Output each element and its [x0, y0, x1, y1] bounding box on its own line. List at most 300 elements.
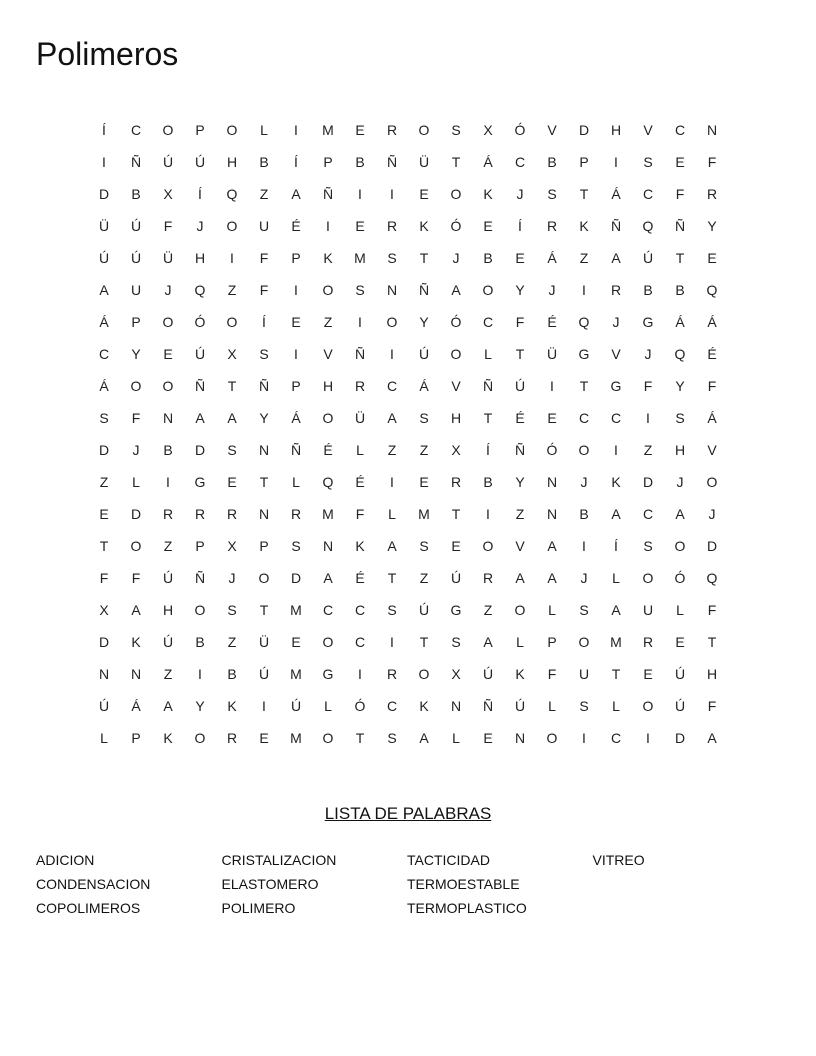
grid-letter: S — [643, 538, 653, 554]
grid-letter: Á — [99, 314, 109, 330]
grid-letter: O — [162, 378, 174, 394]
grid-letter: R — [226, 506, 238, 522]
grid-letter: P — [131, 730, 141, 746]
grid-letter: I — [262, 698, 266, 714]
grid-letter: K — [227, 698, 237, 714]
grid-letter: K — [419, 218, 429, 234]
grid-letter: S — [451, 122, 461, 138]
grid-letter: B — [547, 154, 557, 170]
grid-letter: U — [642, 602, 654, 618]
grid-letter: T — [227, 378, 237, 394]
grid-letter: X — [99, 602, 109, 618]
grid-letter: P — [259, 538, 269, 554]
grid-letter: O — [194, 602, 206, 618]
grid-letter: C — [386, 698, 398, 714]
grid-letter: M — [354, 250, 366, 266]
grid-letter: Á — [707, 314, 717, 330]
grid-letter: O — [322, 282, 334, 298]
grid-letter: E — [419, 474, 429, 490]
grid-letter: X — [163, 186, 173, 202]
grid-letter: L — [324, 698, 332, 714]
grid-letter: S — [291, 538, 301, 554]
grid-letter: M — [290, 602, 302, 618]
grid-letter: B — [579, 506, 589, 522]
word-list-item: ELASTOMERO — [221, 876, 319, 892]
grid-letter: X — [227, 538, 237, 554]
grid-letter: Á — [707, 410, 717, 426]
grid-letter: O — [578, 634, 590, 650]
grid-letter: H — [706, 666, 718, 682]
grid-letter: O — [482, 538, 494, 554]
grid-letter: E — [291, 634, 301, 650]
grid-letter: Ú — [98, 250, 110, 266]
grid-letter: É — [291, 218, 301, 234]
grid-letter: Q — [674, 346, 686, 362]
grid-letter: I — [294, 346, 298, 362]
grid-letter: A — [611, 602, 621, 618]
grid-letter: L — [548, 602, 556, 618]
grid-letter: A — [611, 506, 621, 522]
grid-letter: E — [355, 122, 365, 138]
grid-letter: R — [194, 506, 206, 522]
grid-letter: Ú — [162, 634, 174, 650]
grid-letter: Z — [515, 506, 525, 522]
grid-letter: D — [642, 474, 654, 490]
grid-letter: F — [259, 282, 269, 298]
grid-letter: S — [547, 186, 557, 202]
grid-letter: R — [610, 282, 622, 298]
grid-letter: Y — [675, 378, 685, 394]
grid-letter: G — [642, 314, 654, 330]
grid-letter: C — [610, 410, 622, 426]
grid-letter: E — [483, 730, 493, 746]
grid-letter: H — [194, 250, 206, 266]
grid-letter: C — [578, 410, 590, 426]
grid-letter: Ñ — [418, 282, 430, 298]
grid-letter: B — [483, 250, 493, 266]
grid-letter: S — [419, 538, 429, 554]
grid-letter: Ú — [642, 250, 654, 266]
grid-letter: J — [612, 314, 620, 330]
grid-letter: L — [292, 474, 300, 490]
grid-letter: Ó — [354, 698, 366, 714]
grid-letter: O — [706, 474, 718, 490]
grid-letter: M — [322, 122, 334, 138]
grid-letter: K — [163, 730, 173, 746]
grid-letter: D — [98, 186, 110, 202]
grid-letter: I — [582, 730, 586, 746]
grid-letter: Z — [163, 666, 173, 682]
grid-letter: X — [451, 666, 461, 682]
grid-letter: R — [546, 218, 558, 234]
grid-letter: Ñ — [354, 346, 366, 362]
grid-letter: Ú — [130, 218, 142, 234]
grid-letter: Ó — [546, 442, 558, 458]
grid-letter: F — [131, 410, 141, 426]
grid-letter: O — [322, 634, 334, 650]
grid-letter: F — [99, 570, 109, 586]
grid-letter: Ü — [98, 218, 110, 234]
grid-letter: I — [102, 154, 106, 170]
grid-letter: D — [674, 730, 686, 746]
grid-letter: R — [354, 378, 366, 394]
grid-letter: E — [643, 666, 653, 682]
grid-letter: Q — [194, 282, 206, 298]
grid-letter: S — [387, 730, 397, 746]
grid-letter: Z — [227, 634, 237, 650]
grid-letter: É — [355, 474, 365, 490]
grid-letter: L — [548, 698, 556, 714]
grid-letter: X — [227, 346, 237, 362]
grid-letter: I — [294, 282, 298, 298]
grid-letter: S — [451, 634, 461, 650]
grid-letter: A — [611, 250, 621, 266]
grid-letter: R — [290, 506, 302, 522]
grid-letter: T — [451, 154, 461, 170]
grid-letter: F — [707, 378, 717, 394]
word-list — [36, 850, 778, 922]
grid-letter: V — [515, 538, 525, 554]
grid-letter: E — [707, 250, 717, 266]
grid-letter: A — [99, 282, 109, 298]
grid-letter: P — [195, 122, 205, 138]
grid-letter: A — [227, 410, 237, 426]
grid-letter: P — [291, 378, 301, 394]
grid-letter: T — [259, 602, 269, 618]
grid-letter: G — [194, 474, 206, 490]
grid-letter: S — [643, 154, 653, 170]
grid-letter: N — [98, 666, 110, 682]
grid-letter: A — [387, 538, 397, 554]
grid-letter: C — [642, 506, 654, 522]
grid-letter: A — [323, 570, 333, 586]
grid-letter: C — [130, 122, 142, 138]
word-list-item: VITREO — [592, 852, 645, 868]
grid-letter: Ú — [418, 602, 430, 618]
grid-letter: A — [291, 186, 301, 202]
grid-letter: Ú — [482, 666, 494, 682]
grid-letter: I — [326, 218, 330, 234]
grid-letter: A — [419, 730, 429, 746]
grid-letter: H — [226, 154, 238, 170]
grid-letter: O — [258, 570, 270, 586]
grid-letter: C — [674, 122, 686, 138]
grid-letter: J — [708, 506, 716, 522]
grid-letter: Ü — [418, 154, 430, 170]
grid-letter: F — [163, 218, 173, 234]
grid-letter: Ó — [194, 314, 206, 330]
grid-letter: Q — [642, 218, 654, 234]
grid-letter: Í — [518, 218, 522, 234]
grid-letter: Á — [675, 314, 685, 330]
grid-letter: Ú — [674, 666, 686, 682]
grid-letter: S — [259, 346, 269, 362]
grid-letter: J — [132, 442, 140, 458]
grid-letter: T — [419, 250, 429, 266]
grid-letter: I — [582, 282, 586, 298]
grid-letter: Y — [419, 314, 429, 330]
grid-letter: I — [230, 250, 234, 266]
grid-letter: V — [451, 378, 461, 394]
grid-letter: É — [323, 442, 333, 458]
grid-letter: Ñ — [386, 154, 398, 170]
grid-letter: O — [162, 314, 174, 330]
grid-letter: Á — [131, 698, 141, 714]
grid-letter: B — [131, 186, 141, 202]
grid-letter: K — [579, 218, 589, 234]
grid-letter: J — [452, 250, 460, 266]
grid-letter: I — [358, 314, 362, 330]
grid-letter: Ñ — [290, 442, 302, 458]
grid-letter: O — [546, 730, 558, 746]
grid-letter: I — [646, 730, 650, 746]
grid-letter: P — [195, 538, 205, 554]
grid-letter: O — [194, 730, 206, 746]
grid-letter: E — [291, 314, 301, 330]
word-list-item: ADICION — [36, 852, 95, 868]
grid-letter: T — [675, 250, 685, 266]
grid-letter: O — [450, 346, 462, 362]
grid-letter: P — [579, 154, 589, 170]
grid-letter: K — [483, 186, 493, 202]
grid-letter: É — [355, 570, 365, 586]
grid-letter: I — [198, 666, 202, 682]
grid-letter: R — [642, 634, 654, 650]
grid-letter: Á — [291, 410, 301, 426]
grid-letter: Y — [259, 410, 269, 426]
grid-letter: Ñ — [514, 442, 526, 458]
grid-letter: Ú — [674, 698, 686, 714]
grid-letter: K — [355, 538, 365, 554]
grid-letter: J — [196, 218, 204, 234]
grid-letter: B — [675, 282, 685, 298]
grid-letter: B — [195, 634, 205, 650]
grid-letter: V — [707, 442, 717, 458]
grid-letter: N — [258, 442, 270, 458]
grid-letter: Ó — [450, 218, 462, 234]
grid-letter: B — [227, 666, 237, 682]
grid-letter: I — [358, 666, 362, 682]
grid-letter: I — [390, 186, 394, 202]
grid-letter: I — [646, 410, 650, 426]
word-list-item: TERMOESTABLE — [407, 876, 520, 892]
grid-letter: O — [226, 122, 238, 138]
grid-letter: G — [450, 602, 462, 618]
grid-letter: Ú — [162, 154, 174, 170]
grid-letter: Í — [486, 442, 490, 458]
grid-letter: É — [515, 410, 525, 426]
grid-letter: L — [612, 570, 620, 586]
word-list-item: TERMOPLASTICO — [407, 900, 527, 916]
grid-letter: L — [356, 442, 364, 458]
grid-letter: O — [514, 602, 526, 618]
grid-letter: L — [132, 474, 140, 490]
grid-letter: Q — [706, 282, 718, 298]
grid-letter: J — [516, 186, 524, 202]
grid-letter: A — [451, 282, 461, 298]
grid-letter: J — [644, 346, 652, 362]
grid-letter: L — [484, 346, 492, 362]
grid-letter: O — [162, 122, 174, 138]
grid-letter: Á — [547, 250, 557, 266]
grid-letter: R — [386, 218, 398, 234]
grid-letter: I — [614, 442, 618, 458]
grid-letter: B — [259, 154, 269, 170]
grid-letter: F — [259, 250, 269, 266]
grid-letter: Y — [515, 474, 525, 490]
grid-letter: D — [98, 634, 110, 650]
grid-letter: E — [483, 218, 493, 234]
grid-letter: Z — [483, 602, 493, 618]
grid-letter: L — [388, 506, 396, 522]
grid-letter: D — [194, 442, 206, 458]
grid-letter: D — [98, 442, 110, 458]
grid-letter: V — [547, 122, 557, 138]
grid-letter: S — [579, 602, 589, 618]
grid-letter: F — [131, 570, 141, 586]
grid-letter: Ú — [514, 698, 526, 714]
grid-letter: Z — [227, 282, 237, 298]
word-list-item: POLIMERO — [221, 900, 296, 916]
grid-letter: M — [290, 730, 302, 746]
grid-letter: D — [706, 538, 718, 554]
grid-letter: Ú — [258, 666, 270, 682]
grid-letter: Ñ — [482, 698, 494, 714]
grid-letter: R — [162, 506, 174, 522]
grid-letter: K — [131, 634, 141, 650]
grid-letter: L — [612, 698, 620, 714]
grid-letter: Z — [163, 538, 173, 554]
grid-letter: O — [674, 538, 686, 554]
grid-letter: O — [130, 378, 142, 394]
grid-letter: Í — [102, 122, 106, 138]
grid-letter: V — [323, 346, 333, 362]
grid-letter: I — [166, 474, 170, 490]
grid-letter: N — [130, 666, 142, 682]
word-list-item: COPOLIMEROS — [36, 900, 141, 916]
grid-letter: S — [227, 442, 237, 458]
grid-letter: Ú — [162, 570, 174, 586]
grid-letter: Z — [579, 250, 589, 266]
grid-letter: Y — [707, 218, 717, 234]
grid-letter: I — [390, 634, 394, 650]
grid-letter: C — [354, 634, 366, 650]
letter-grid — [88, 114, 728, 754]
grid-letter: Ú — [290, 698, 302, 714]
grid-letter: Ü — [546, 346, 558, 362]
grid-letter: D — [130, 506, 142, 522]
grid-letter: P — [323, 154, 333, 170]
grid-letter: O — [322, 730, 334, 746]
grid-letter: Í — [294, 154, 298, 170]
grid-letter: X — [483, 122, 493, 138]
grid-letter: E — [99, 506, 109, 522]
grid-letter: Ó — [450, 314, 462, 330]
grid-letter: U — [130, 282, 142, 298]
grid-letter: S — [387, 250, 397, 266]
grid-letter: F — [547, 666, 557, 682]
grid-letter: E — [675, 634, 685, 650]
grid-letter: C — [386, 378, 398, 394]
grid-letter: A — [483, 634, 493, 650]
grid-letter: R — [226, 730, 238, 746]
grid-letter: A — [675, 506, 685, 522]
grid-letter: S — [227, 602, 237, 618]
grid-letter: O — [642, 570, 654, 586]
grid-letter: O — [322, 410, 334, 426]
grid-letter: A — [547, 538, 557, 554]
grid-letter: F — [707, 698, 717, 714]
grid-letter: Á — [419, 378, 429, 394]
grid-letter: H — [610, 122, 622, 138]
grid-letter: D — [578, 122, 590, 138]
grid-letter: F — [707, 154, 717, 170]
grid-letter: P — [131, 314, 141, 330]
grid-letter: J — [164, 282, 172, 298]
grid-letter: L — [676, 602, 684, 618]
grid-letter: F — [707, 602, 717, 618]
grid-letter: T — [515, 346, 525, 362]
grid-letter: J — [228, 570, 236, 586]
grid-letter: N — [322, 538, 334, 554]
grid-letter: Z — [419, 570, 429, 586]
grid-letter: O — [450, 186, 462, 202]
grid-letter: T — [451, 506, 461, 522]
grid-letter: T — [579, 186, 589, 202]
grid-letter: V — [643, 122, 653, 138]
grid-letter: R — [386, 122, 398, 138]
grid-letter: Ó — [674, 570, 686, 586]
grid-letter: H — [162, 602, 174, 618]
grid-letter: H — [674, 442, 686, 458]
grid-letter: A — [195, 410, 205, 426]
grid-letter: Z — [323, 314, 333, 330]
grid-letter: T — [579, 378, 589, 394]
grid-letter: Ñ — [130, 154, 142, 170]
word-list-item: CONDENSACION — [36, 876, 151, 892]
grid-letter: R — [706, 186, 718, 202]
word-list-title: LISTA DE PALABRAS — [324, 804, 492, 823]
grid-letter: K — [611, 474, 621, 490]
grid-letter: J — [580, 474, 588, 490]
grid-letter: O — [226, 314, 238, 330]
grid-letter: Ñ — [194, 570, 206, 586]
grid-letter: C — [610, 730, 622, 746]
grid-letter: O — [642, 698, 654, 714]
grid-letter: B — [483, 474, 493, 490]
grid-letter: Ú — [130, 250, 142, 266]
grid-letter: X — [451, 442, 461, 458]
grid-letter: M — [322, 506, 334, 522]
grid-letter: T — [611, 666, 621, 682]
grid-letter: M — [610, 634, 622, 650]
grid-letter: Á — [99, 378, 109, 394]
grid-letter: G — [578, 346, 590, 362]
grid-letter: Í — [614, 538, 618, 554]
grid-letter: S — [579, 698, 589, 714]
grid-letter: B — [643, 282, 653, 298]
grid-letter: G — [322, 666, 334, 682]
grid-letter: J — [548, 282, 556, 298]
grid-letter: H — [450, 410, 462, 426]
grid-letter: C — [98, 346, 110, 362]
grid-letter: C — [514, 154, 526, 170]
grid-letter: E — [259, 730, 269, 746]
grid-letter: M — [418, 506, 430, 522]
grid-letter: Ú — [418, 346, 430, 362]
grid-letter: Ú — [194, 346, 206, 362]
grid-letter: T — [99, 538, 109, 554]
